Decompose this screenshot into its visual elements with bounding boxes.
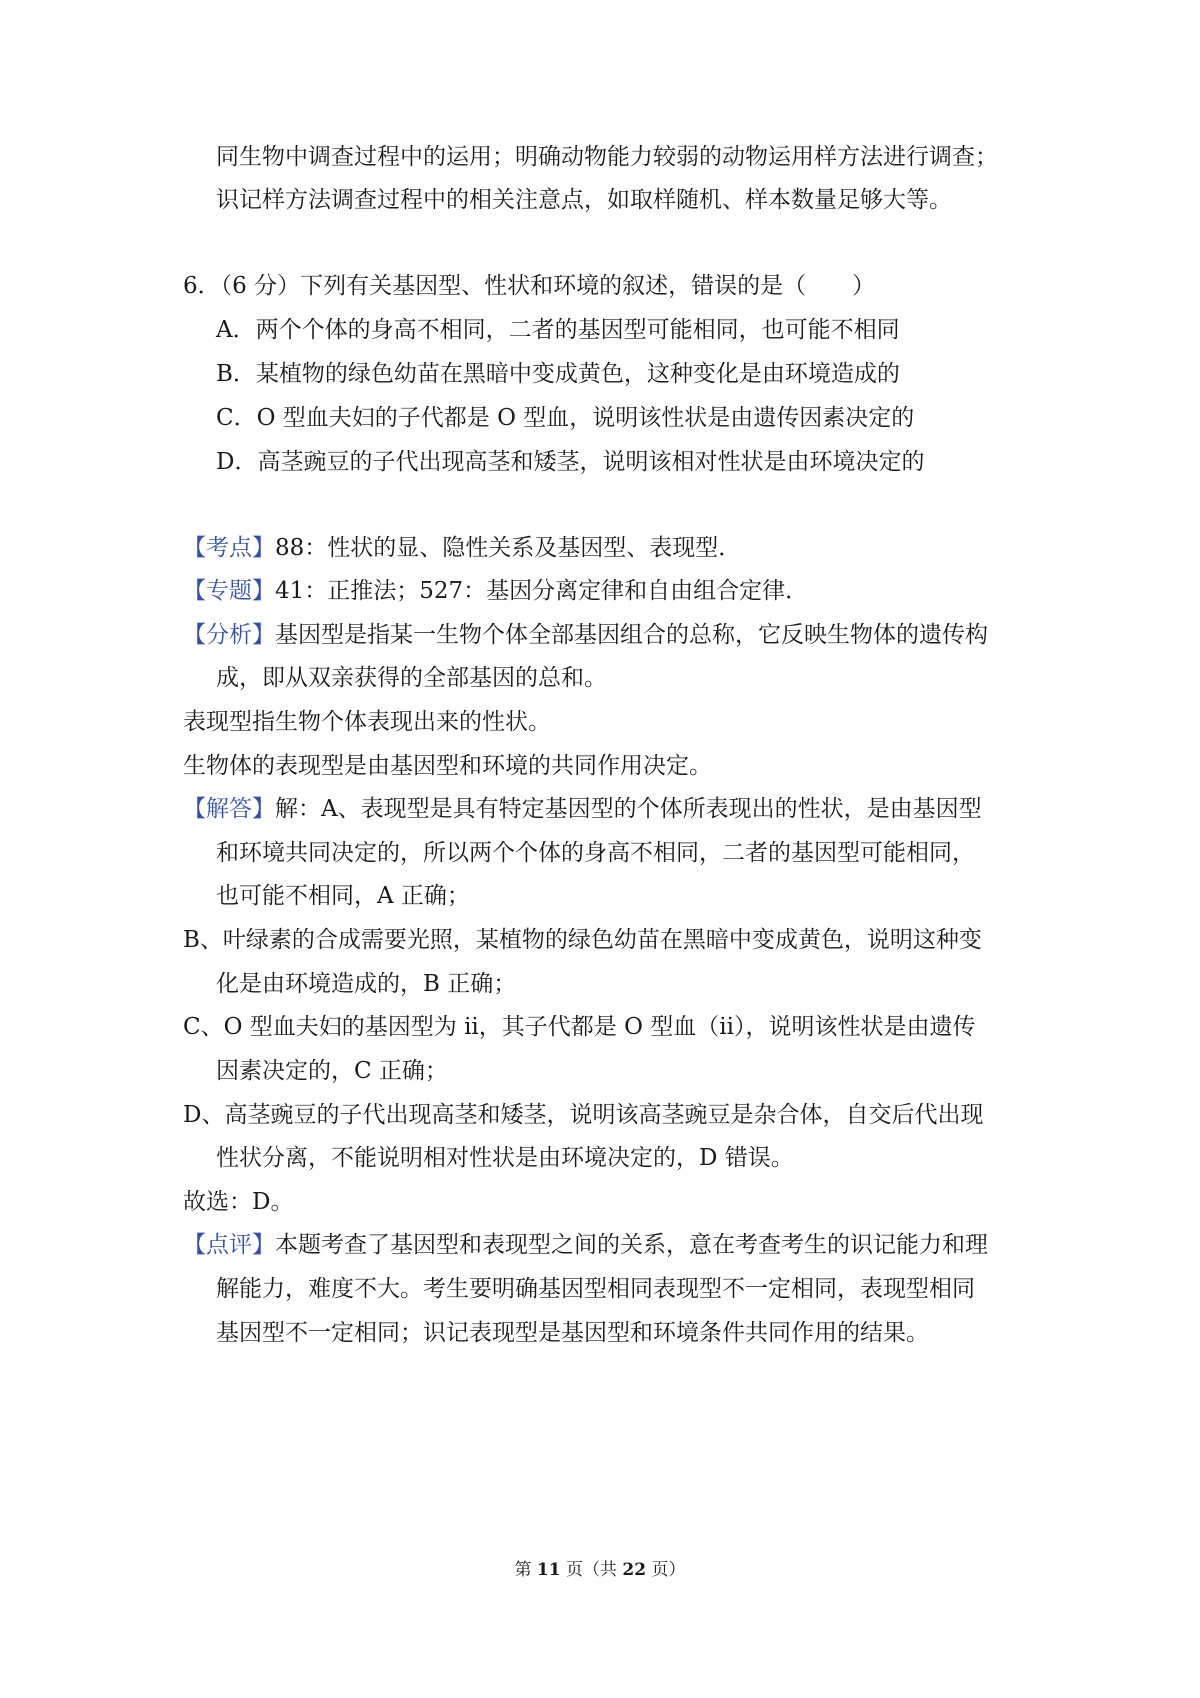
jieda-line-3: 也可能不相同，A 正确； (216, 883, 470, 909)
dianping-row (183, 1229, 988, 1261)
footer-total-pages: 22 (622, 1560, 647, 1580)
kaodian-text: 88：性状的显、隐性关系及基因型、表现型． (275, 535, 742, 561)
option-d: D．高茎豌豆的子代出现高茎和矮茎，说明该相对性状是由环境决定的 (216, 449, 925, 475)
footer-page-number: 11 (536, 1560, 561, 1580)
jieda-tag: 【解答】 (183, 796, 275, 822)
option-b: B．某植物的绿色幼苗在黑暗中变成黄色，这种变化是由环境造成的 (216, 361, 900, 387)
kaodian-tag: 【考点】 (183, 535, 275, 561)
jieda-line-8: D、高茎豌豆的子代出现高茎和矮茎，说明该高茎豌豆是杂合体，自交后代出现 (183, 1102, 984, 1128)
fenxi-line-2: 成，即从双亲获得的全部基因的总和。 (216, 665, 607, 691)
jieda-answer: 故选：D。 (183, 1189, 294, 1215)
zhuanti-tag: 【专题】 (183, 578, 275, 604)
fenxi-line-4: 生物体的表现型是由基因型和环境的共同作用决定。 (183, 753, 712, 779)
zhuanti-row (183, 575, 808, 607)
question-stem: 6．（6 分）下列有关基因型、性状和环境的叙述，错误的是（ ） (183, 273, 876, 299)
kaodian-row (183, 532, 741, 564)
fenxi-line-3: 表现型指生物个体表现出来的性状。 (183, 709, 551, 735)
dianping-tag: 【点评】 (183, 1232, 275, 1258)
option-c: C．O 型血夫妇的子代都是 O 型血，说明该性状是由遗传因素决定的 (216, 405, 915, 431)
option-a: A．两个个体的身高不相同，二者的基因型可能相同，也可能不相同 (216, 317, 900, 343)
jieda-line-6: C、O 型血夫妇的基因型为 ii，其子代都是 O 型血（ii），说明该性状是由遗传 (183, 1014, 976, 1040)
dianping-line-2: 解能力，难度不大。考生要明确基因型相同表现型不一定相同，表现型相同 (216, 1276, 975, 1302)
jieda-line-5: 化是由环境造成的，B 正确； (216, 971, 517, 997)
footer-middle: 页（共 (566, 1560, 617, 1580)
dianping-line-1: 本题考查了基因型和表现型之间的关系，意在考查考生的识记能力和理 (275, 1232, 988, 1258)
fenxi-row (183, 619, 988, 651)
intro-line-2: 识记样方法调查过程中的相关注意点，如取样随机、样本数量足够大等。 (216, 187, 952, 213)
jieda-row (183, 793, 982, 825)
dianping-line-3: 基因型不一定相同；识记表现型是基因型和环境条件共同作用的结果。 (216, 1320, 929, 1346)
jieda-line-7: 因素决定的，C 正确； (216, 1058, 448, 1084)
jieda-line-4: B、叶绿素的合成需要光照，某植物的绿色幼苗在黑暗中变成黄色，说明这种变 (183, 927, 982, 953)
jieda-line-1: 解：A、表现型是具有特定基因型的个体所表现出的性状，是由基因型 (275, 796, 982, 822)
jieda-line-2: 和环境共同决定的，所以两个个体的身高不相同，二者的基因型可能相同， (216, 840, 975, 866)
jieda-line-9: 性状分离，不能说明相对性状是由环境决定的，D 错误。 (216, 1145, 794, 1171)
footer-prefix: 第 (514, 1560, 532, 1580)
page-footer (0, 1558, 1200, 1582)
fenxi-line-1: 基因型是指某一生物个体全部基因组合的总称，它反映生物体的遗传构 (275, 622, 988, 648)
footer-suffix: 页） (651, 1560, 686, 1580)
intro-line-1: 同生物中调查过程中的运用；明确动物能力较弱的动物运用样方法进行调查； (216, 144, 998, 170)
fenxi-tag: 【分析】 (183, 622, 275, 648)
zhuanti-text: 41：正推法；527：基因分离定律和自由组合定律． (275, 578, 809, 604)
